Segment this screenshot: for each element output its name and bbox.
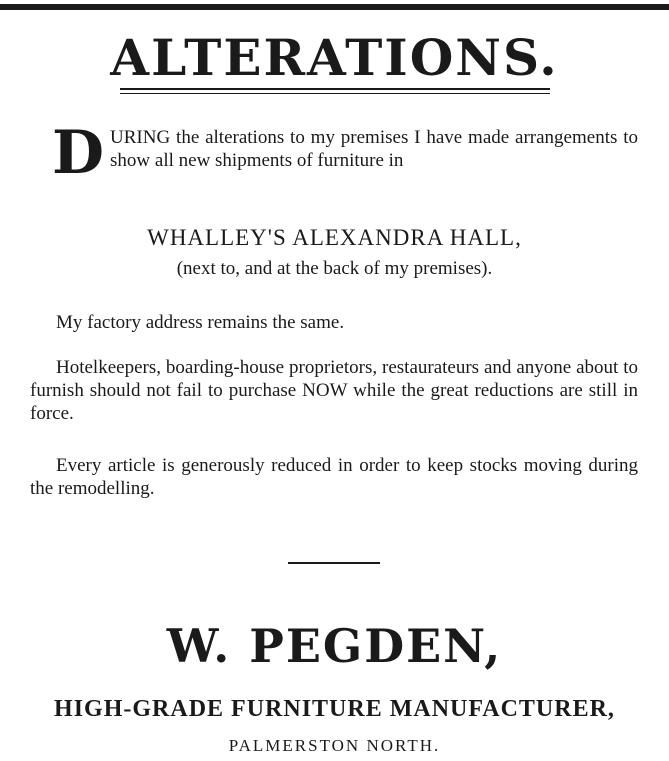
intro-paragraph <box>30 118 638 188</box>
paragraph-reductions: Every article is generously reduced in order to keep stocks moving during the remodelling. <box>30 455 638 499</box>
top-border-rule <box>0 4 669 10</box>
hall-name: WHALLEY'S ALEXANDRA HALL, <box>147 225 522 250</box>
town-name: PALMERSTON NORTH. <box>228 736 441 755</box>
advert-heading: ALTERATIONS. <box>110 28 559 87</box>
heading-underline-thin <box>120 93 550 94</box>
trade-description: HIGH-GRADE FURNITURE MANUFACTURER, <box>54 696 615 722</box>
hall-location: (next to, and at the back of my premises). <box>176 258 493 279</box>
paragraph-factory-address: My factory address remains the same. <box>56 312 345 333</box>
paragraph-hotelkeepers: Hotelkeepers, boarding-house proprietors, restaurateurs and anyone about to furnish should not fail to purchase NOW while the great reductions are still in force. <box>30 357 638 424</box>
proprietor-name: W. PEGDEN, <box>166 619 503 673</box>
intro-text: URING the alterations to my premises I have made arrangements to show all new shipments of furniture in <box>110 127 638 171</box>
drop-cap: D <box>52 118 105 188</box>
heading-underline <box>120 88 550 90</box>
section-divider <box>288 562 380 564</box>
